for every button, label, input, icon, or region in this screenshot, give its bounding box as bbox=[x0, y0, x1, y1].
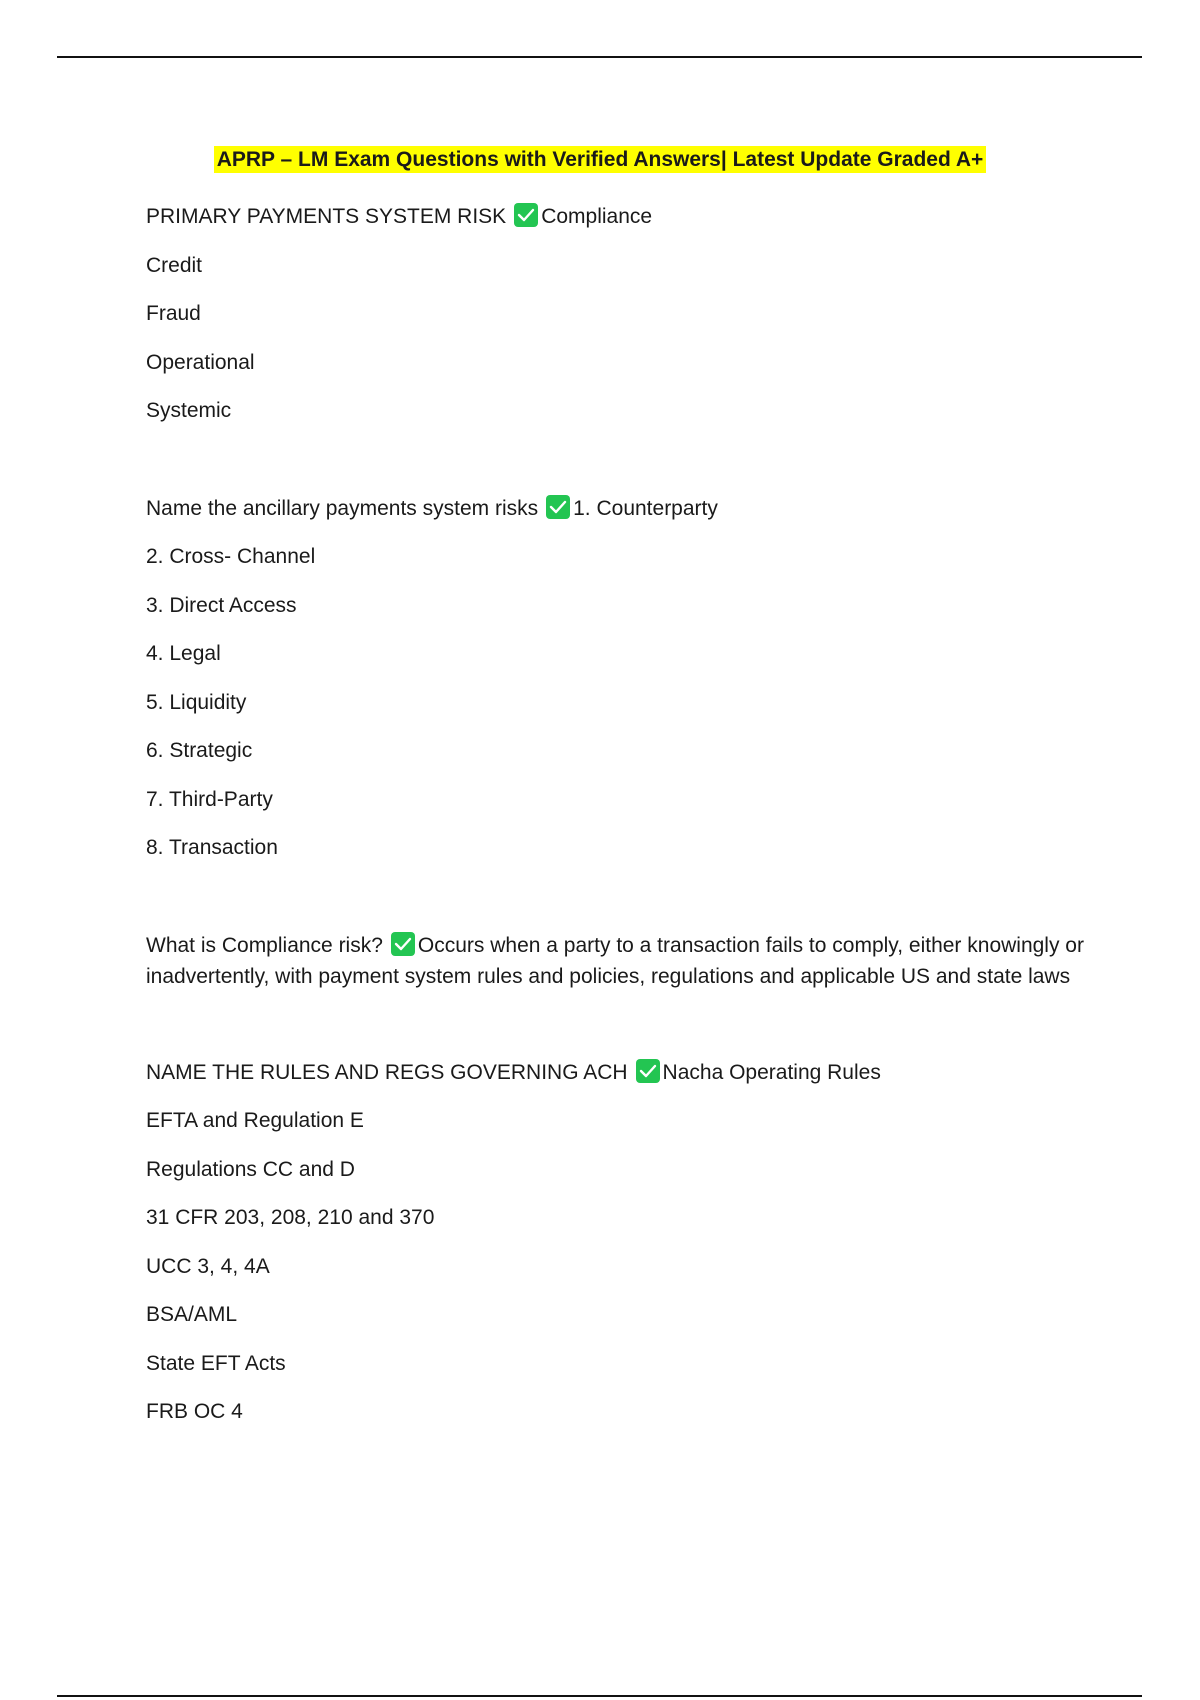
list-item: Fraud bbox=[146, 302, 201, 325]
question-2 bbox=[146, 485, 1086, 534]
list-item: 31 CFR 203, 208, 210 and 370 bbox=[146, 1206, 435, 1229]
list-item: 6. Strategic bbox=[146, 739, 253, 762]
spacer bbox=[146, 873, 1086, 922]
answer-3-text: Occurs when a party to a transaction fails to comply, either knowingly or inadvertently, with payment system rules and policies, regulations and applicable US and state laws bbox=[146, 933, 1084, 988]
question-3-text: What is Compliance risk? bbox=[146, 933, 383, 957]
answer-4-text: Nacha Operating Rules bbox=[662, 1060, 881, 1084]
list-item: FRB OC 4 bbox=[146, 1400, 243, 1423]
list-item: 8. Transaction bbox=[146, 836, 278, 859]
document-title bbox=[0, 143, 1200, 177]
check-icon bbox=[636, 1059, 660, 1083]
spacer bbox=[146, 1000, 1086, 1049]
list-item: 5. Liquidity bbox=[146, 690, 247, 714]
question-4 bbox=[146, 1049, 1086, 1098]
list-item: 4. Legal bbox=[146, 642, 221, 665]
spacer bbox=[146, 436, 1086, 485]
list-item: Operational bbox=[146, 350, 255, 374]
list-item: State EFT Acts bbox=[146, 1351, 286, 1375]
title-text: APRP – LM Exam Questions with Verified Answers| Latest Update Graded A+ bbox=[214, 146, 987, 173]
list-item: Regulations CC and D bbox=[146, 1157, 355, 1181]
list-item: 2. Cross- Channel bbox=[146, 545, 316, 568]
question-1 bbox=[146, 193, 1086, 242]
check-icon bbox=[546, 495, 570, 519]
top-rule bbox=[57, 56, 1142, 58]
check-icon bbox=[391, 932, 415, 956]
check-icon bbox=[514, 203, 538, 227]
list-item: UCC 3, 4, 4A bbox=[146, 1254, 270, 1278]
question-4-text: NAME THE RULES AND REGS GOVERNING ACH bbox=[146, 1060, 628, 1084]
bottom-rule bbox=[57, 1695, 1142, 1697]
list-item: 7. Third-Party bbox=[146, 787, 273, 811]
list-item: Credit bbox=[146, 253, 203, 277]
list-item: Systemic bbox=[146, 399, 232, 422]
list-item: EFTA and Regulation E bbox=[146, 1109, 364, 1132]
list-item: 3. Direct Access bbox=[146, 593, 297, 617]
answer-2-text: 1. Counterparty bbox=[573, 496, 718, 520]
question-2-text: Name the ancillary payments system risks bbox=[146, 496, 539, 520]
document-body bbox=[146, 193, 1086, 1437]
answer-1-text: Compliance bbox=[541, 205, 653, 228]
question-1-text: PRIMARY PAYMENTS SYSTEM RISK bbox=[146, 205, 507, 228]
list-item: BSA/AML bbox=[146, 1303, 238, 1326]
question-3 bbox=[146, 930, 1086, 992]
